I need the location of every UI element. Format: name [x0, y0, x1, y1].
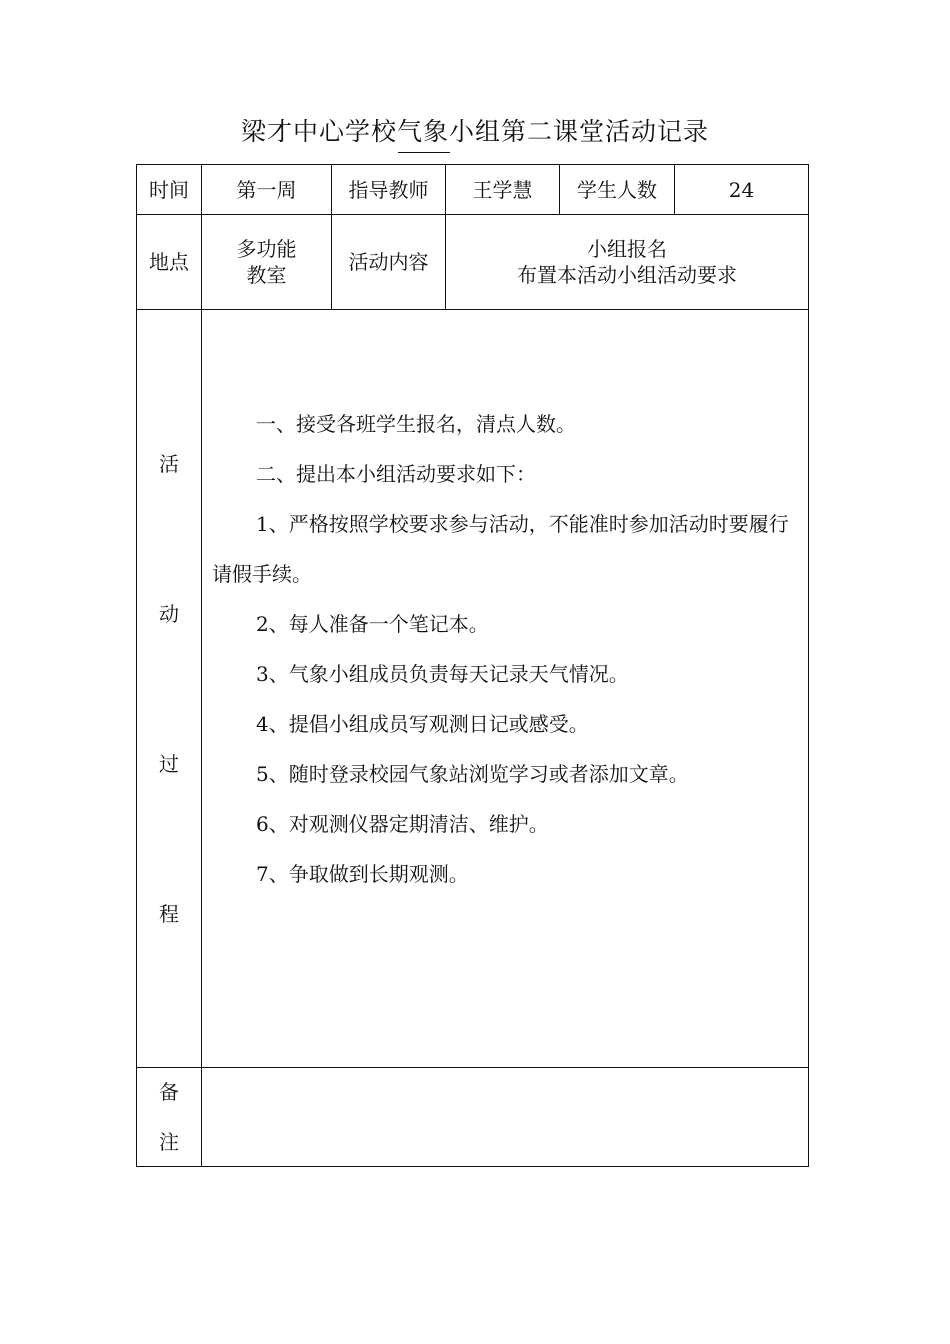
process-paragraph: 3、气象小组成员负责每天记录天气情况。 — [256, 662, 629, 686]
remark-label-char: 注 — [159, 1130, 179, 1154]
process-label-char: 动 — [159, 601, 179, 626]
process-paragraph: 2、每人准备一个笔记本。 — [256, 612, 489, 636]
remark-value — [202, 1068, 809, 1167]
location-value — [202, 215, 332, 310]
process-label-char: 过 — [159, 751, 179, 776]
process-paragraph: 一、接受各班学生报名，清点人数。 — [256, 412, 576, 436]
location-value-line2: 教室 — [246, 263, 287, 287]
page-title: 梁才中心学校气象小组第二课堂活动记录 — [240, 117, 709, 146]
time-label: 时间 — [137, 165, 202, 215]
process-paragraph: 7、争取做到长期观测。 — [256, 862, 469, 886]
content-line1: 小组报名 — [587, 237, 667, 261]
table-row-remark — [137, 1068, 809, 1167]
process-content — [202, 310, 809, 1068]
process-paragraph: 4、提倡小组成员写观测日记或感受。 — [256, 712, 589, 736]
content-value — [446, 215, 809, 310]
table-row-time — [137, 165, 809, 215]
students-value: 24 — [675, 165, 809, 215]
process-paragraph: 6、对观测仪器定期清洁、维护。 — [256, 812, 549, 836]
title-underline — [398, 152, 450, 153]
process-paragraph: 1、严格按照学校要求参与活动，不能准时参加活动时要履行请假手续。 — [212, 512, 789, 586]
remark-label — [137, 1068, 202, 1167]
teacher-value: 王学慧 — [446, 165, 560, 215]
process-label — [137, 310, 202, 1068]
location-label: 地点 — [137, 215, 202, 310]
process-label-char: 程 — [159, 901, 179, 926]
teacher-label: 指导教师 — [332, 165, 446, 215]
remark-label-char: 备 — [159, 1080, 179, 1104]
table-row-location — [137, 215, 809, 310]
table-row-process — [137, 310, 809, 1068]
process-label-char: 活 — [159, 451, 179, 476]
students-label: 学生人数 — [560, 165, 675, 215]
process-paragraph: 5、随时登录校园气象站浏览学习或者添加文章。 — [256, 762, 689, 786]
time-value: 第一周 — [202, 165, 332, 215]
process-paragraph: 二、提出本小组活动要求如下： — [256, 462, 536, 486]
content-line2: 布置本活动小组活动要求 — [517, 263, 737, 287]
content-label: 活动内容 — [332, 215, 446, 310]
location-value-line1: 多功能 — [236, 237, 297, 261]
activity-record-table — [136, 164, 809, 1167]
